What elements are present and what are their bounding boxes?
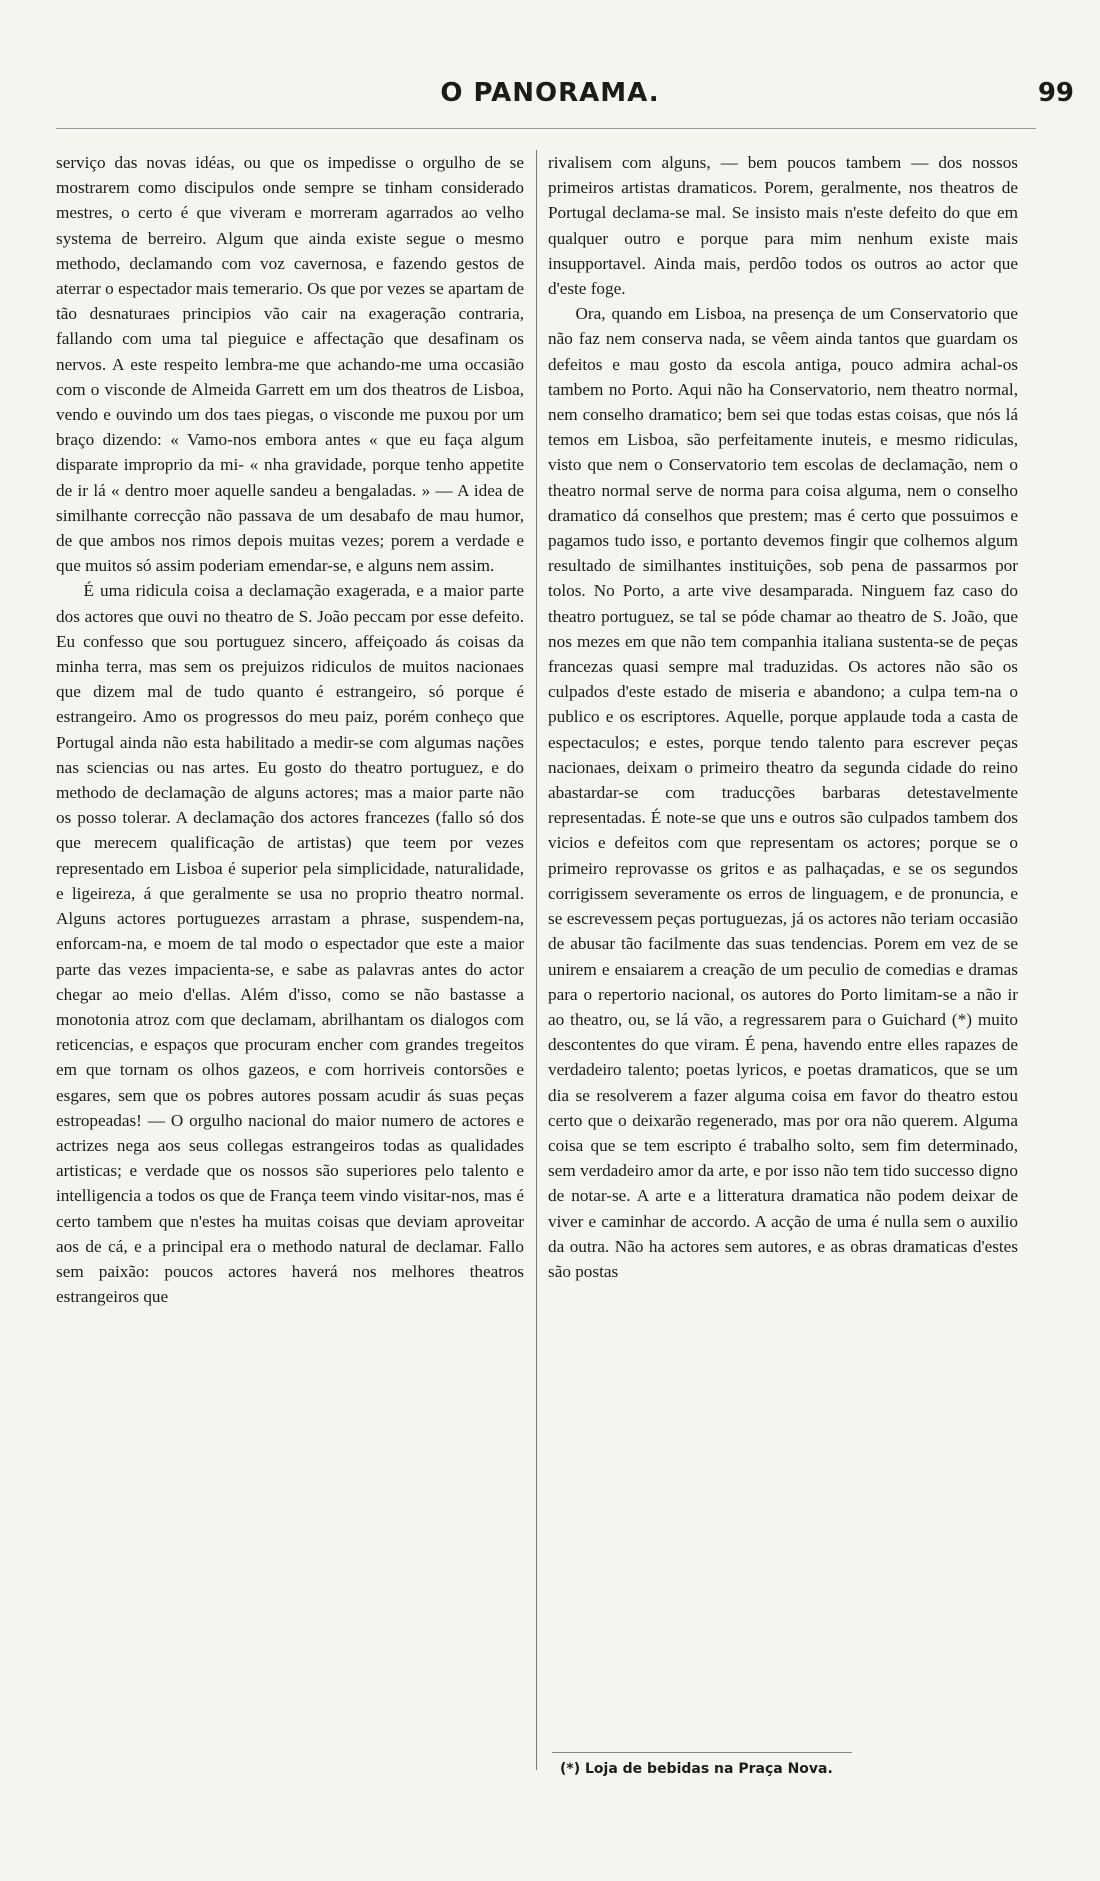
paragraph: Ora, quando em Lisboa, na presença de um Conservatorio que não faz nem conserva nada, se vêem ainda tantos que guardam os defeitos e mau gosto da escola antiga, pouco admira achal-os tambem no Porto. Aqui não ha Conservatorio, nem theatro normal, nem conselho dramatico; bem sei que todas estas coisas, que nós lá temos em Lisboa, são perfeitamente inuteis, e mesmo ridiculas, visto que nem o Conservatorio tem escolas de declamação, nem o theatro normal serve de norma para coisa alguma, nem o conselho dramatico dá conselhos que prestem; mas é certo que possuimos e pagamos tudo isso, e portanto devemos fingir que colhemos algum resultado de similhantes instituições, sob pena de passarmos por tolos. No Porto, a arte vive desamparada. Ninguem faz caso do theatro portuguez, se tal se póde chamar ao theatro de S. João, que nos mezes em que não tem companhia italiana sustenta-se de peças francezas quasi sempre mal traduzidas. Os actores não são os culpados d'este estado de miseria e abandono; a culpa tem-na o publico e os escriptores. Aquelle, porque applaude toda a casta de espectaculos; e estes, porque tendo talento para escrever peças nacionaes, deixam o primeiro theatro da segunda cidade do reino abastardar-se com traducções barbaras detestavelmente representadas. É note-se que uns e outros são culpados tambem dos vicios e defeitos com que representam os actores; porque se o primeiro reprovasse os gritos e as palhaçadas, e se os segundos corrigissem severamente os erros de linguagem, e de pronuncia, e se escrevessem peças portuguezas, já os actores não teriam occasião de abusar tão facilmente das suas tendencias. Porem em vez de se unirem e ensaiarem a creação de um peculio de comedias e dramas para o repertorio nacional, os autores do Porto limitam-se a não ir ao theatro, ou, se lá vão, a regressarem para o Guichard (*) muito descontentes do que viram. É pena, havendo entre elles rapazes de verdadeiro talento; poetas lyricos, e poetas dramaticos, que se um dia se resolverem a fazer alguma coisa em favor do theatro estou certo que o deixarão regenerado, mas por ora não querem. Alguma coisa que se tem escripto é trabalho solto, sem fim determinado, sem verdadeiro amor da arte, e por isso não tem tido successo digno de notar-se. A arte e a litteratura dramatica não podem deixar de viver e caminhar de accordo. A acção de uma é nulla sem o auxilio da outra. Não ha actores sem autores, e as obras dramaticas d'estes são postas: [548, 304, 1018, 1281]
footnote: (*) Loja de bebidas na Praça Nova.: [560, 1761, 833, 1777]
right-column: [548, 150, 1018, 1284]
paragraph: serviço das novas idéas, ou que os impedisse o orgulho de se mostrarem como discipulos onde sempre se tinham considerado mestres, o certo é que viveram e morreram agarrados ao velho systema de berreiro. Algum que ainda existe segue o mesmo methodo, declamando com voz cavernosa, e fazendo gestos de aterrar o espectador mais temerario. Os que por vezes se apartam de tão desnaturaes principios vão cair na exageração contraria, fallando com uma tal pieguice e affectação que desafinam os nervos. A este respeito lembra-me que achando-me uma occasião com o visconde de Almeida Garrett em um dos theatros de Lisboa, vendo e ouvindo um dos taes piegas, o visconde me puxou por um braço dizendo: « Vamo-nos embora antes « que eu faça algum disparate improprio da mi- « nha gravidade, porque tenho appetite de ir lá « dentro moer aquelle sandeu a bengaladas. » — A idea de similhante correcção não passava de um desabafo de mau humor, de que ambos nos rimos depois muitas vezes; porem a verdade e que muitos só assim poderiam emendar-se, e alguns nem assim.: [56, 153, 524, 576]
footnote-rule: [552, 1752, 852, 1753]
paragraph: É uma ridicula coisa a declamação exagerada, e a maior parte dos actores que ouvi no theatro de S. João peccam por esse defeito. Eu confesso que sou portuguez sincero, affeiçoado ás coisas da minha terra, mas sem os prejuizos ridiculos de muitos nacionaes que dizem mal de tudo quanto é estrangeiro, só porque é estrangeiro. Amo os progressos do meu paiz, porém conheço que Portugal ainda não esta habilitado a medir-se com algumas nações nas sciencias ou nas artes. Eu gosto do theatro portuguez, e do methodo de declamação de alguns actores; mas a maior parte não os posso tolerar. A declamação dos actores francezes (fallo só dos que merecem qualificação de artistas) que teem por vezes representado em Lisboa é superior pela simplicidade, naturalidade, e ligeireza, á que geralmente se usa no proprio theatro normal. Alguns actores portuguezes arrastam a phrase, suspendem-na, enforcam-na, e moem de tal modo o espectador que este a maior parte das vezes impacienta-se, e sabe as palavras antes do actor chegar ao meio d'ellas. Além d'isso, como se não bastasse a monotonia atroz com que declamam, abrilhantam os dialogos com reticencias, e espaços que procuram encher com grandes tregeitos em que tornam os olhos gazeos, e com horriveis contorsões e esgares, sem que os pobres autores possam acudir ás suas peças estropeadas! — O orgulho nacional do maior numero de actores e actrizes nega aos seus collegas estrangeiros todas as qualidades artisticas; e verdade que os nossos são superiores pelo talento e intelligencia a todos os que de França teem vindo visitar-nos, mas é certo tambem que n'estes ha muitas coisas que deviam aproveitar aos de cá, e a principal era o methodo natural de declamar. Fallo sem paixão: poucos actores haverá nos melhores theatros estrangeiros que: [56, 581, 524, 1307]
paragraph: rivalisem com alguns, — bem poucos tambem — dos nossos primeiros artistas dramaticos. Porem, geralmente, nos theatros de Portugal declama-se mal. Se insisto mais n'este defeito do que em qualquer outro e porque para mim nenhum existe mais insupportavel. Ainda mais, perdôo todos os outros ao actor que d'este foge.: [548, 153, 1018, 299]
header-rule: [56, 128, 1036, 129]
journal-title: O PANORAMA.: [440, 78, 660, 108]
column-divider: [536, 150, 537, 1770]
page-header: [0, 78, 1100, 118]
page-number: 99: [1037, 78, 1074, 108]
left-column: [56, 150, 524, 1309]
